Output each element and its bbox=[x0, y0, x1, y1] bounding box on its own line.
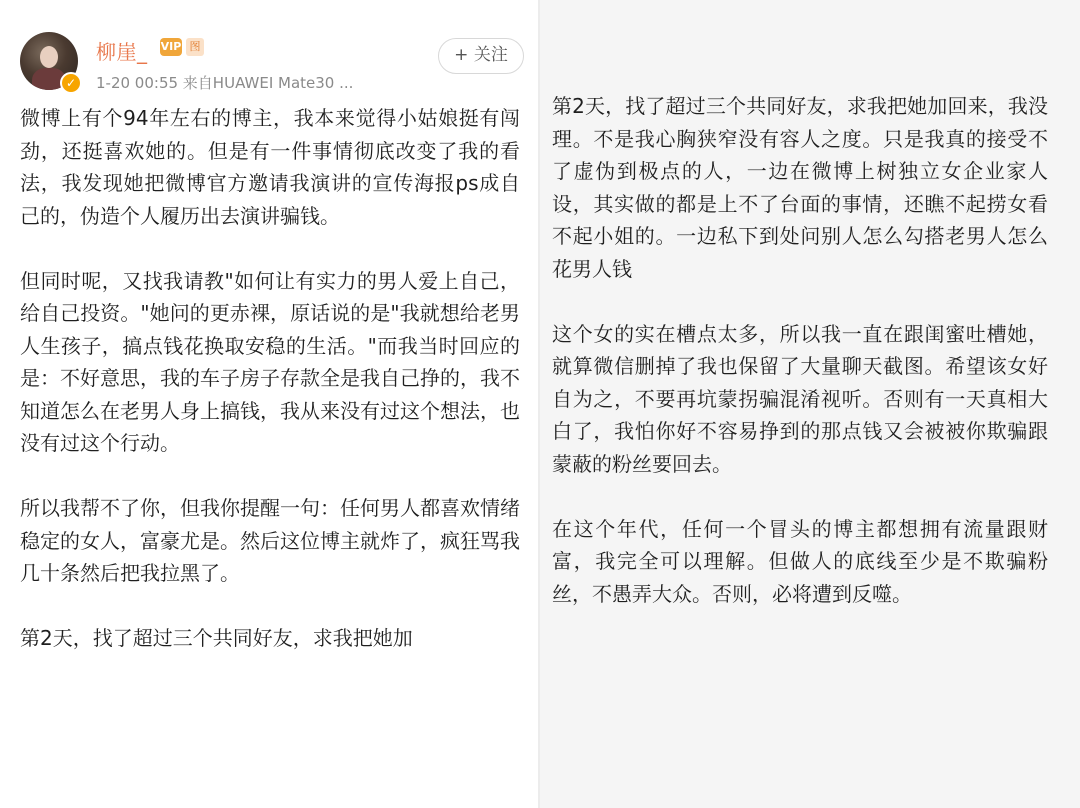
member-icon: VIP bbox=[160, 38, 182, 56]
post-meta: 1-20 00:55 来自HUAWEI Mate30 ... bbox=[96, 74, 354, 92]
post-paragraph: 在这个年代，任何一个冒头的博主都想拥有流量跟财富，我完全可以理解。但做人的底线至少是不欺骗粉丝，不愚弄大众。否则，必将遭到反噬。 bbox=[552, 516, 1048, 606]
post-paragraph: 第2天，找了超过三个共同好友，求我把她加回来，我没理。不是我心胸狭窄没有容人之度。只是我真的接受不了虚伪到极点的人，一边在微博上树独立女企业家人设，其实做的都是上不了台面的事情，还瞧不起捞女看不起小姐的。一边私下到处问别人怎么勾搭老男人怎么花男人钱 bbox=[552, 94, 1048, 281]
username[interactable]: 柳崖_ bbox=[96, 40, 148, 64]
verified-icon: ✓ bbox=[60, 72, 82, 94]
post-paragraph: 这个女的实在槽点太多，所以我一直在跟闺蜜吐槽她，就算微信删掉了我也保留了大量聊天截图。希望该女好自为之，不要再坑蒙拐骗混淆视听。否则有一天真相大白了，我怕你好不容易挣到的那点钱又会被被你欺骗跟蒙蔽的粉丝要回去。 bbox=[552, 321, 1048, 476]
post-paragraph: 微博上有个94年左右的博主，我本来觉得小姑娘挺有闯劲，还挺喜欢她的。但是有一件事情彻底改变了我的看法，我发现她把微博官方邀请我演讲的宣传海报ps成自己的，伪造个人履历出去演讲骗钱。 bbox=[20, 106, 520, 228]
post-paragraph: 所以我帮不了你，但我你提醒一句：任何男人都喜欢情绪稳定的女人，富豪尤是。然后这位博主就炸了，疯狂骂我几十条然后把我拉黑了。 bbox=[20, 496, 520, 585]
right-post-body bbox=[552, 90, 1048, 610]
left-post-body bbox=[20, 102, 520, 655]
post-paragraph: 第2天，找了超过三个共同好友，求我把她加 bbox=[20, 626, 413, 650]
avatar-face bbox=[40, 46, 58, 68]
right-post-panel bbox=[540, 0, 1080, 808]
post-paragraph: 但同时呢，又找我请教"如何让有实力的男人爱上自己，给自己投资。"她问的更赤裸，原话说的是"我就想给老男人生孩子，搞点钱花换取安稳的生活。"而我当时回应的是：不好意思，我的车子房子存款全是我自己挣的，我不知道怎么在老男人身上搞钱，我从来没有过这个想法，也没有过这个行动。 bbox=[20, 268, 520, 455]
follow-button[interactable]: + 关注 bbox=[438, 38, 524, 74]
level-icon: 图 bbox=[186, 38, 204, 56]
